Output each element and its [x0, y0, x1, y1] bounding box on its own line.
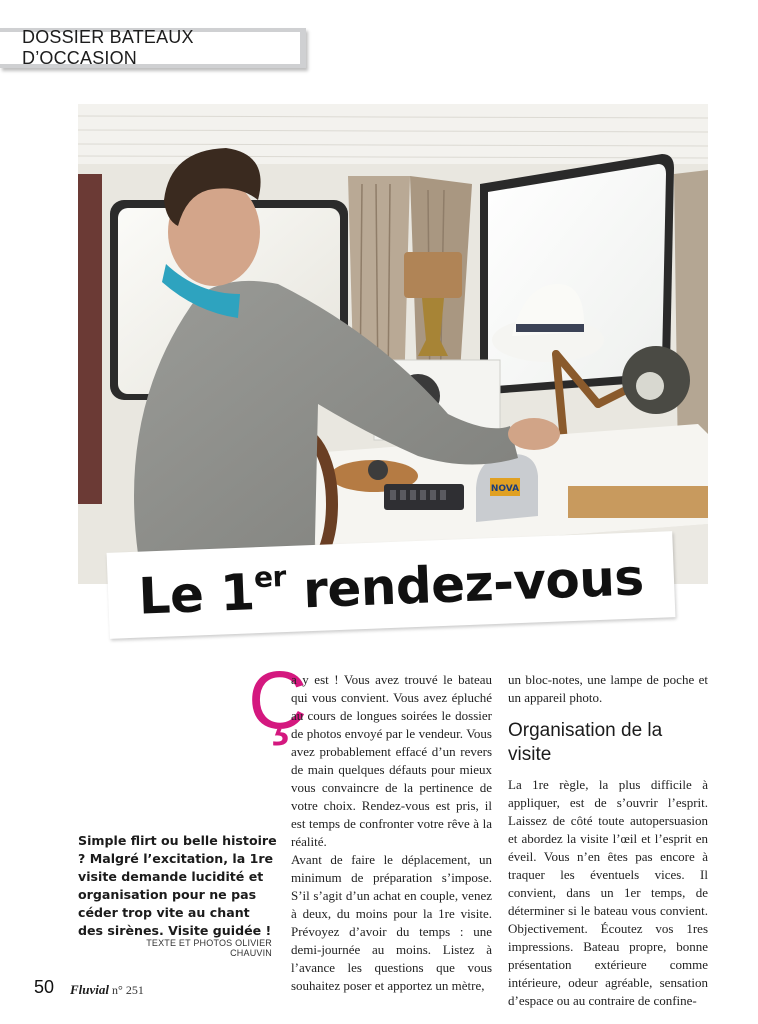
body-paragraph: a y est ! Vous avez trouvé le bateau qui vous convient. Vous avez épluché au cours de longues soirées le dossier de photos envoyé par le vendeur. Vous avez probablement effacé d’un revers de main quelques défauts pour mieux vous convaincre de la pertinence de votre choix. Rendez-vous est pris, il est temps de confronter votre rêve à la réalité.	[291, 672, 492, 849]
body-paragraph: un bloc-notes, une lampe de poche et un appareil photo.	[508, 672, 708, 705]
body-paragraph: La 1re règle, la plus difficile à appliquer, est de s’ouvrir l’esprit. Laissez de côté toute autopersuasion et abordez la visite l’œil et l’esprit en éveil. Vous n’en êtes pas encore à traquer les éventuels vices. Il convient, dans un 1er temps, de déterminer si le bateau vous convient. Objectivement. Écoutez vos 1res impressions. Bateau propre, bonne présentation extérieure comme intérieure, odeur agréable, sensation d’espace ou au contraire de confine-	[508, 777, 708, 1008]
section-tab	[0, 28, 306, 68]
body-column-1	[291, 671, 492, 995]
article-title: Le 1er rendez-vous	[137, 547, 645, 626]
drop-cap: Ç	[248, 655, 308, 746]
intro-standfirst: Simple flirt ou belle histoire ? Malgré l’excitation, la 1re visite demande lucidité et organisation pour ne pas céder trop vite au chant des sirènes. Visite guidée !	[78, 833, 277, 938]
section-title: DOSSIER BATEAUX D’OCCASION	[0, 32, 300, 64]
nova-badge-text: NOVA	[490, 484, 520, 494]
boat-cabin-illustration	[78, 104, 708, 584]
section-heading: Organisation de la visite	[508, 720, 663, 765]
magazine-name: Fluvial	[70, 982, 110, 997]
hero-photo	[78, 104, 708, 584]
magazine-footer	[70, 982, 144, 998]
page-number: 50	[34, 977, 55, 997]
issue-number: n° 251	[112, 983, 144, 997]
author-credit: TEXTE ET PHOTOS OLIVIER CHAUVIN	[146, 938, 272, 958]
body-paragraph: Avant de faire le déplacement, un minimum de préparation s’impose. S’il s’agit d’un achat en couple, venez à deux, du moins pour la 1re visite. Prévoyez d’avoir du temps : une demi-journée au moins. Listez à l’avance les questions que vous souhaitez poser et apportez un mètre,	[291, 852, 492, 993]
body-column-2	[508, 671, 708, 1010]
